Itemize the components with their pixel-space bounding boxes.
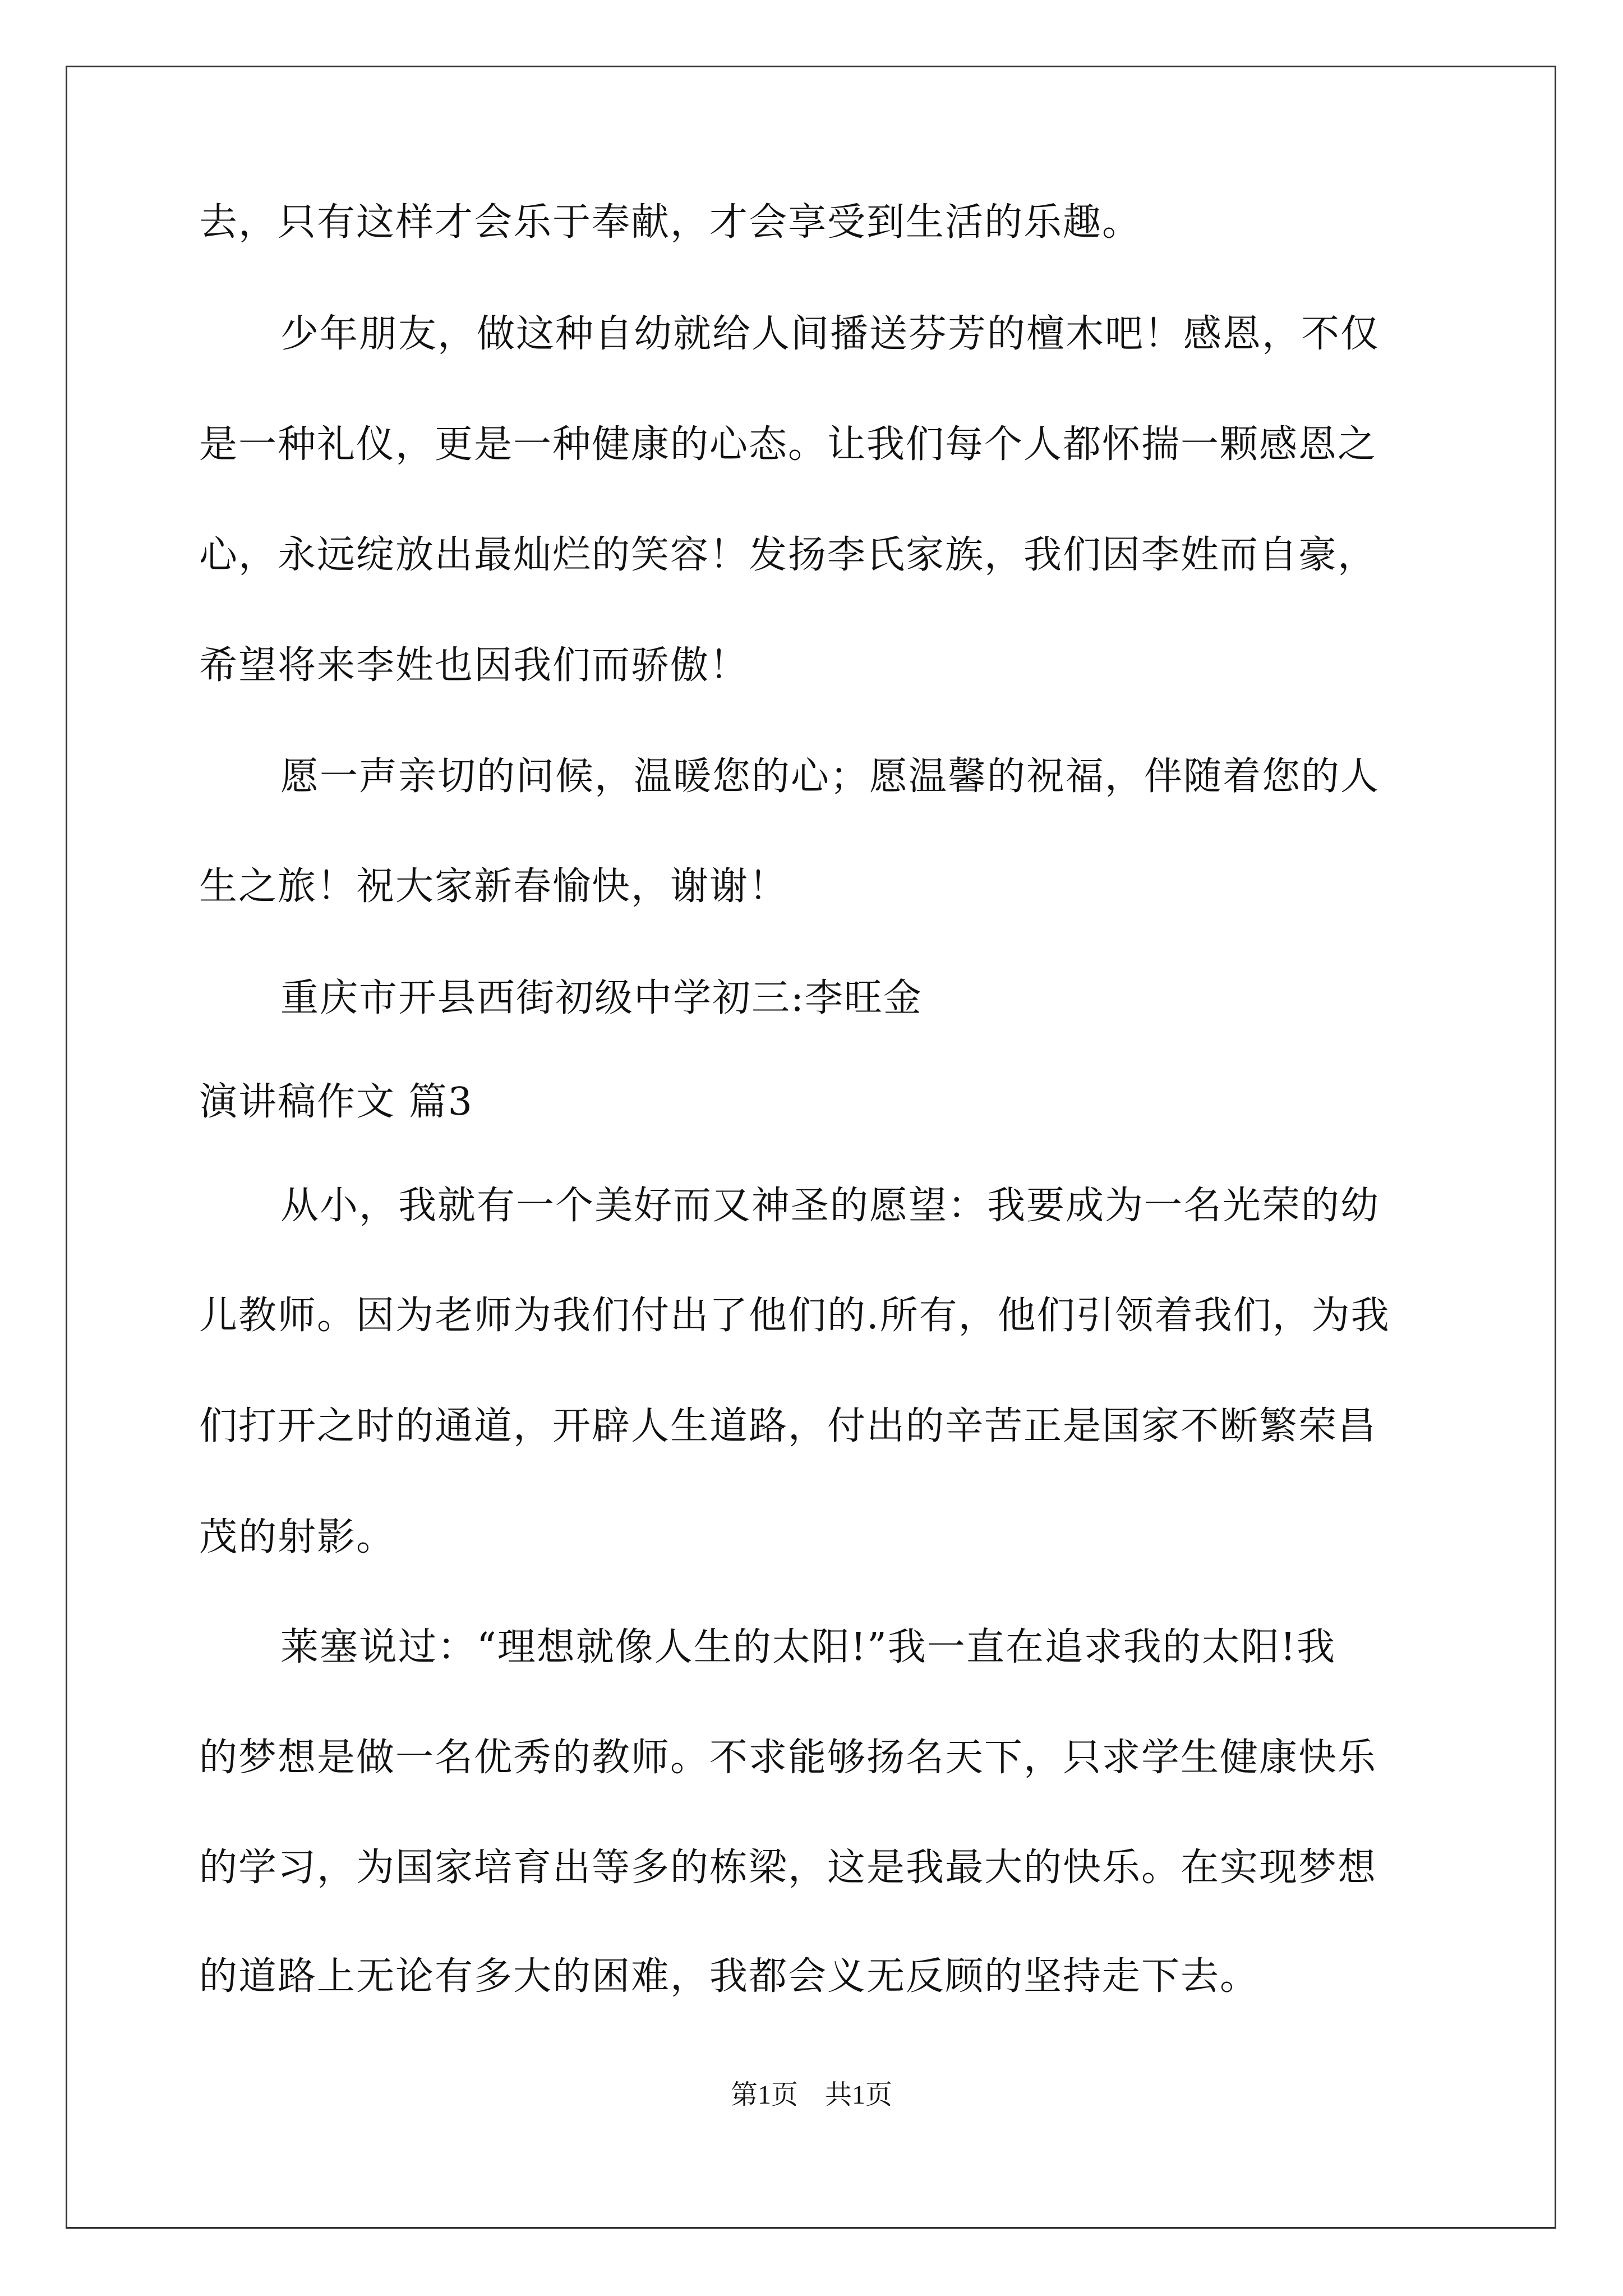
text-line: 心，永远绽放出最灿烂的笑容！发扬李氏家族，我们因李姓而自豪， (199, 533, 1377, 578)
text-line: 是一种礼仪，更是一种健康的心态。让我们每个人都怀揣一颗感恩之 (199, 422, 1377, 467)
text-line: 少年朋友，做这种自幼就给人间播送芬芳的檀木吧！感恩，不仅 (280, 311, 1380, 356)
page-footer (0, 2078, 1623, 2112)
section-heading: 演讲稿作文 篇3 (199, 1079, 473, 1124)
page-number-total: 共1页 (825, 2080, 893, 2110)
page-border (66, 66, 1556, 2229)
text-line: 愿一声亲切的问候，温暖您的心；愿温馨的祝福，伴随着您的人 (280, 754, 1380, 799)
page-number-current: 第1页 (730, 2080, 798, 2110)
text-line: 从小，我就有一个美好而又神圣的愿望：我要成为一名光荣的幼 (280, 1183, 1380, 1228)
text-line: 去，只有这样才会乐于奉献，才会享受到生活的乐趣。 (199, 200, 1142, 245)
text-line: 重庆市开县西街初级中学初三:李旺金 (280, 976, 923, 1020)
text-line: 莱塞说过：“理想就像人生的太阳!”我一直在追求我的太阳!我 (280, 1625, 1336, 1670)
text-line: 生之旅！祝大家新春愉快，谢谢！ (199, 864, 789, 909)
text-line: 儿教师。因为老师为我们付出了他们的.所有，他们引领着我们，为我 (199, 1294, 1390, 1338)
text-line: 们打开之时的通道，开辟人生道路，付出的辛苦正是国家不断繁荣昌 (199, 1404, 1377, 1448)
text-line: 茂的射影。 (199, 1515, 396, 1559)
text-line: 的道路上无论有多大的困难，我都会义无反顾的坚持走下去。 (199, 1954, 1260, 1999)
text-line: 的学习，为国家培育出等多的栋梁，这是我最大的快乐。在实现梦想 (199, 1845, 1377, 1890)
text-line: 的梦想是做一名优秀的教师。不求能够扬名天下，只求学生健康快乐 (199, 1735, 1377, 1780)
text-line: 希望将来李姓也因我们而骄傲！ (199, 643, 749, 688)
